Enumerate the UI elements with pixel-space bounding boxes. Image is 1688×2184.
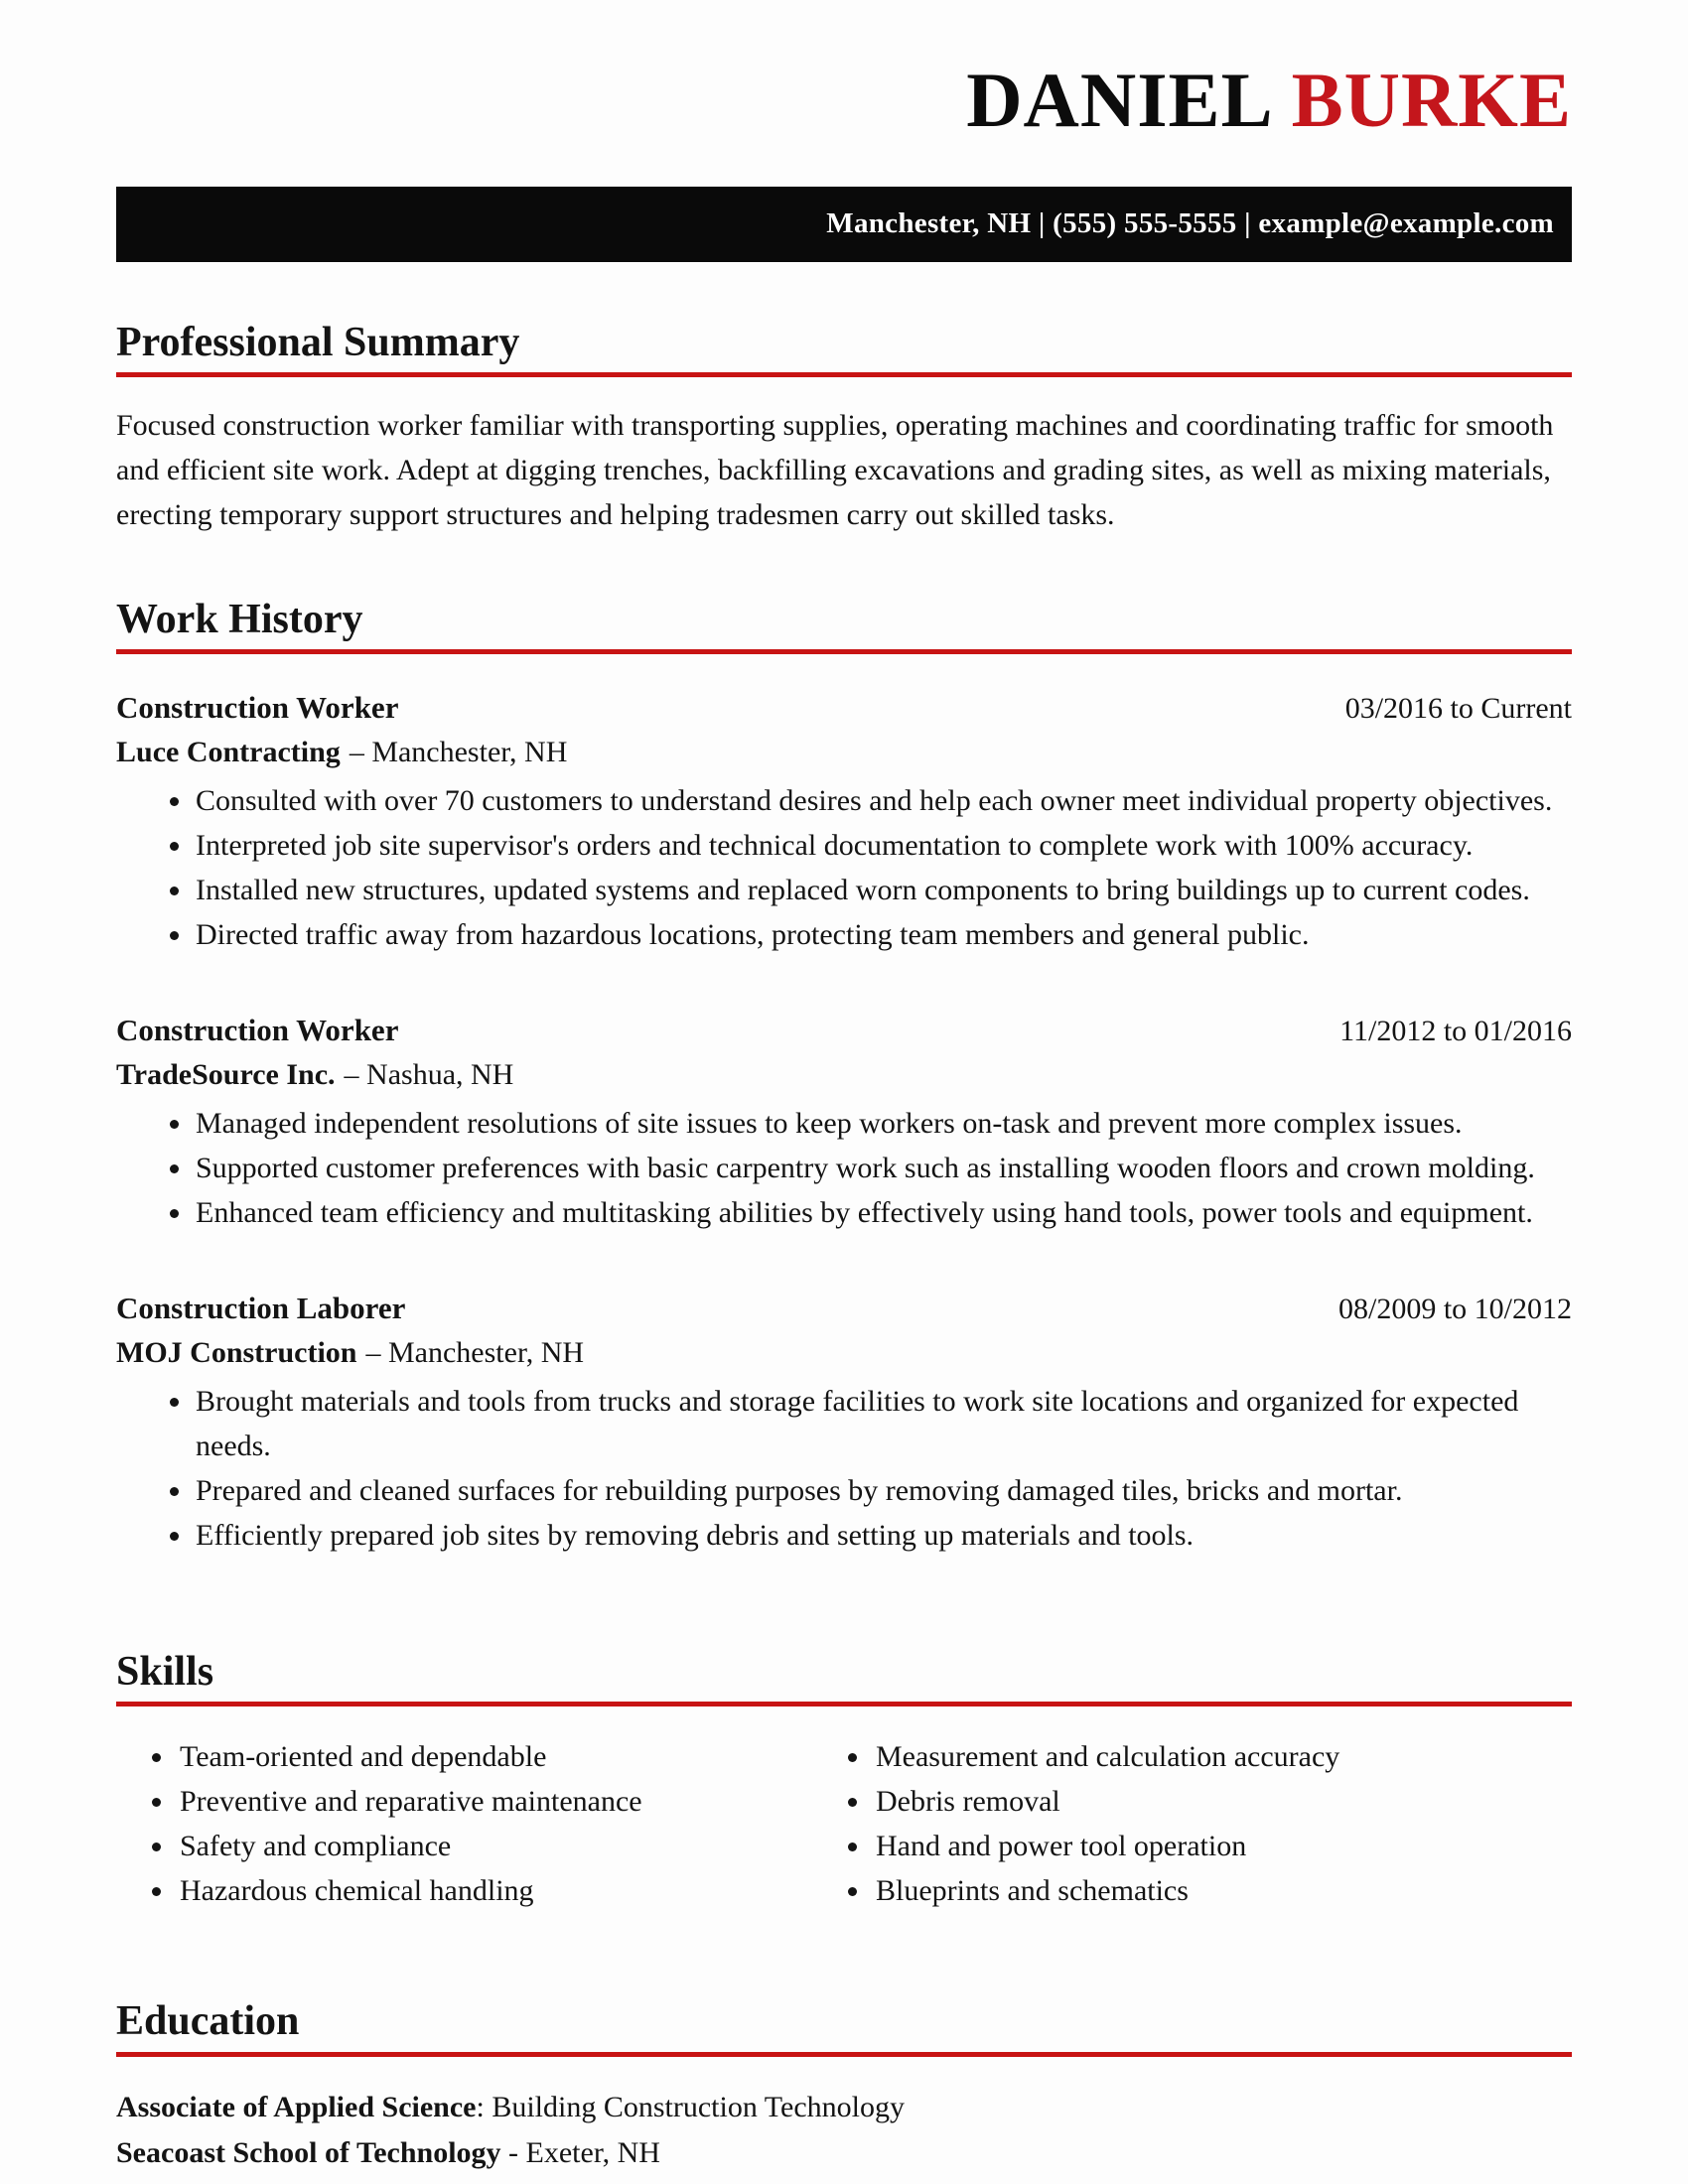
- job-entry: [116, 1009, 1572, 1235]
- education-heading: Education: [116, 1998, 1572, 2056]
- page-title: [116, 57, 1572, 143]
- skills-columns: [116, 1734, 1572, 1913]
- job-bullet-list: [116, 778, 1572, 957]
- school-name: Seacoast School of Technology: [116, 2135, 501, 2169]
- skill-item: • Blueprints and schematics: [872, 1868, 1572, 1913]
- job-bullet: • Interpreted job site supervisor's orders and technical documentation to complete work with 100% accuracy.: [194, 823, 1572, 868]
- job-dates: 11/2012 to 01/2016: [1339, 1015, 1572, 1048]
- education-school-line: [116, 2130, 1572, 2176]
- degree-detail: : Building Construction Technology: [476, 2090, 905, 2123]
- skills-heading: Skills: [116, 1649, 1572, 1706]
- last-name: BURKE: [1291, 57, 1572, 143]
- skill-item: • Hazardous chemical handling: [176, 1868, 844, 1913]
- company-name: TradeSource Inc.: [116, 1058, 336, 1092]
- section-skills: [116, 1649, 1572, 1913]
- skill-item: • Safety and compliance: [176, 1824, 844, 1868]
- skill-item: • Preventive and reparative maintenance: [176, 1779, 844, 1824]
- company-location: – Nashua, NH: [344, 1058, 514, 1092]
- job-bullet: • Enhanced team efficiency and multitasking abilities by effectively using hand tools, power tools and equipment.: [194, 1190, 1572, 1235]
- summary-text: Focused construction worker familiar with transporting supplies, operating machines and coordinating traffic for smooth and efficient site work. Adept at digging trenches, backfilling excavations and grading sites, as well as mixing materials, erecting temporary support structures and helping tradesmen carry out skilled tasks.: [116, 409, 1554, 532]
- job-bullet: • Installed new structures, updated systems and replaced worn components to bring buildings up to current codes.: [194, 868, 1572, 912]
- school-location: - Exeter, NH: [508, 2135, 660, 2169]
- skill-item: • Debris removal: [872, 1779, 1572, 1824]
- job-company-line: [116, 731, 1572, 774]
- first-name: DANIEL: [966, 57, 1274, 143]
- contact-bar: [116, 187, 1572, 262]
- skill-item: • Team-oriented and dependable: [176, 1734, 844, 1779]
- job-dates: 03/2016 to Current: [1344, 692, 1572, 726]
- skills-column-right: [844, 1734, 1572, 1913]
- job-dates: 08/2009 to 10/2012: [1337, 1293, 1572, 1326]
- degree-name: Associate of Applied Science: [116, 2090, 477, 2123]
- skill-item: • Hand and power tool operation: [872, 1824, 1572, 1868]
- work-history-heading: Work History: [116, 597, 1572, 654]
- summary-heading: Professional Summary: [116, 320, 1572, 377]
- job-bullet-list: [116, 1101, 1572, 1235]
- job-company-line: [116, 1053, 1572, 1097]
- job-head: [116, 1009, 1572, 1053]
- job-company-line: [116, 1331, 1572, 1375]
- contact-info: Manchester, NH | (555) 555-5555 | example@example.com: [826, 207, 1554, 240]
- skill-list: [116, 1734, 844, 1913]
- job-bullet: • Managed independent resolutions of site issues to keep workers on-task and prevent more complex issues.: [194, 1101, 1572, 1146]
- job-bullet: • Efficiently prepared job sites by removing debris and setting up materials and tools.: [194, 1513, 1572, 1558]
- job-head: [116, 1287, 1572, 1331]
- job-head: [116, 686, 1572, 731]
- education-degree-line: [116, 2085, 1572, 2130]
- job-entry: [116, 686, 1572, 957]
- company-location: – Manchester, NH: [349, 736, 568, 769]
- job-title: Construction Laborer: [116, 1291, 406, 1326]
- job-entry: [116, 1287, 1572, 1558]
- section-work-history: [116, 597, 1572, 1558]
- job-title: Construction Worker: [116, 1013, 399, 1048]
- job-bullet: • Brought materials and tools from trucks and storage facilities to work site locations and organized for expected needs.: [194, 1379, 1572, 1468]
- job-bullet: • Directed traffic away from hazardous locations, protecting team members and general public.: [194, 912, 1572, 957]
- job-bullet: • Supported customer preferences with basic carpentry work such as installing wooden floors and crown molding.: [194, 1146, 1572, 1190]
- skill-list: [844, 1734, 1572, 1913]
- job-bullet-list: [116, 1379, 1572, 1558]
- section-education: [116, 1998, 1572, 2175]
- job-bullet: • Prepared and cleaned surfaces for rebuilding purposes by removing damaged tiles, bricks and mortar.: [194, 1468, 1572, 1513]
- job-bullet: • Consulted with over 70 customers to understand desires and help each owner meet individual property objectives.: [194, 778, 1572, 823]
- skills-column-left: [116, 1734, 844, 1913]
- skill-item: • Measurement and calculation accuracy: [872, 1734, 1572, 1779]
- education-block: [116, 2085, 1572, 2176]
- section-professional-summary: [116, 320, 1572, 537]
- job-title: Construction Worker: [116, 690, 399, 726]
- company-name: Luce Contracting: [116, 736, 341, 769]
- company-location: – Manchester, NH: [365, 1336, 585, 1370]
- company-name: MOJ Construction: [116, 1336, 357, 1370]
